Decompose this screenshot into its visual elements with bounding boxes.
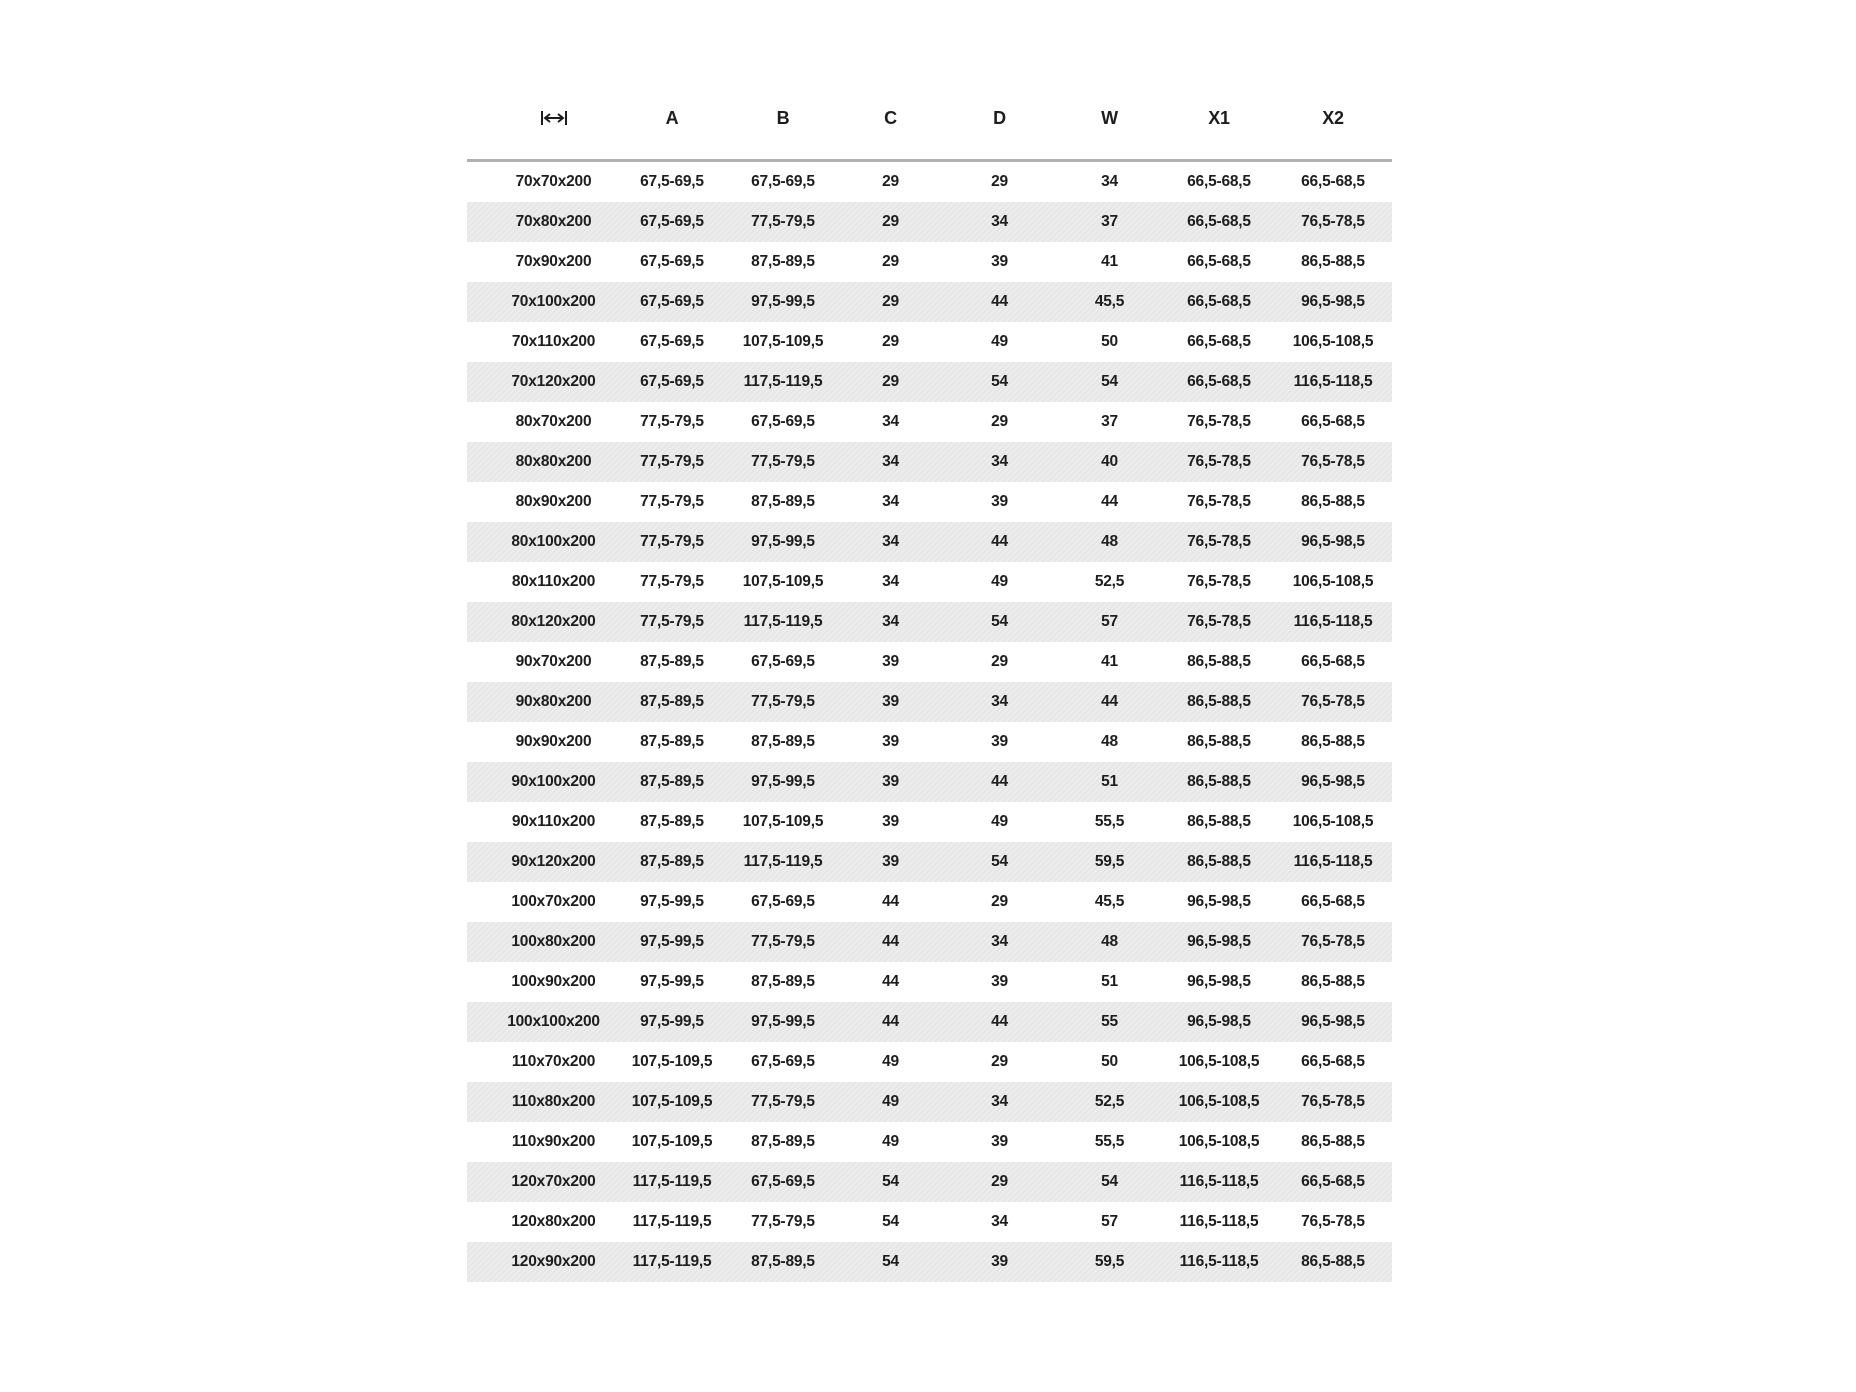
row-size-cell: 70x90x200 [515, 253, 592, 270]
value-cell: 86,5-88,5 [1301, 973, 1365, 990]
value-cell: 44 [991, 293, 1008, 310]
value-cell: 77,5-79,5 [751, 693, 815, 710]
row-size-cell: 80x70x200 [515, 413, 592, 430]
value-cell: 29 [991, 1053, 1008, 1070]
value-cell: 107,5-109,5 [631, 1093, 713, 1110]
value-cell: 86,5-88,5 [1187, 773, 1251, 790]
value-cell: 67,5-69,5 [640, 253, 704, 270]
value-cell: 96,5-98,5 [1187, 973, 1251, 990]
value-cell: 39 [882, 693, 899, 710]
size-column-header [467, 77, 615, 159]
value-cell: 87,5-89,5 [640, 773, 704, 790]
value-cell: 39 [991, 733, 1008, 750]
value-cell: 48 [1101, 533, 1118, 550]
row-size-cell: 70x110x200 [511, 333, 596, 350]
value-cell: 76,5-78,5 [1187, 453, 1251, 470]
value-cell: 59,5 [1094, 853, 1125, 870]
row-size-cell: 70x70x200 [515, 173, 592, 190]
value-cell: 34 [991, 453, 1008, 470]
value-cell: 87,5-89,5 [751, 1133, 815, 1150]
value-cell: 34 [882, 573, 899, 590]
row-size-cell: 110x70x200 [511, 1053, 596, 1070]
value-cell: 76,5-78,5 [1301, 1213, 1365, 1230]
value-cell: 55,5 [1094, 1133, 1125, 1150]
value-cell: 96,5-98,5 [1187, 893, 1251, 910]
value-cell: 106,5-108,5 [1292, 333, 1374, 350]
value-cell: 87,5-89,5 [751, 733, 815, 750]
value-cell: 77,5-79,5 [751, 1093, 815, 1110]
value-cell: 44 [991, 1013, 1008, 1030]
value-cell: 39 [882, 653, 899, 670]
value-cell: 97,5-99,5 [751, 533, 815, 550]
value-cell: 86,5-88,5 [1187, 693, 1251, 710]
row-size-cell: 100x100x200 [507, 1013, 600, 1030]
value-cell: 106,5-108,5 [1292, 813, 1374, 830]
table-row [467, 242, 1392, 282]
table-row [467, 962, 1392, 1002]
value-cell: 76,5-78,5 [1301, 453, 1365, 470]
value-cell: 34 [882, 493, 899, 510]
value-cell: 44 [991, 773, 1008, 790]
value-cell: 76,5-78,5 [1301, 213, 1365, 230]
table-row [467, 602, 1392, 642]
value-cell: 49 [882, 1093, 899, 1110]
value-cell: 66,5-68,5 [1187, 213, 1251, 230]
value-cell: 117,5-119,5 [743, 373, 823, 390]
value-cell: 117,5-119,5 [632, 1253, 712, 1270]
value-cell: 117,5-119,5 [743, 613, 823, 630]
value-cell: 86,5-88,5 [1187, 813, 1251, 830]
value-cell: 96,5-98,5 [1301, 293, 1365, 310]
table-row [467, 282, 1392, 322]
value-cell: 97,5-99,5 [751, 1013, 815, 1030]
value-cell: 44 [882, 973, 899, 990]
value-cell: 76,5-78,5 [1187, 613, 1251, 630]
value-cell: 59,5 [1094, 1253, 1125, 1270]
value-cell: 52,5 [1094, 1093, 1125, 1110]
value-cell: 77,5-79,5 [640, 413, 704, 430]
value-cell: 52,5 [1094, 573, 1125, 590]
table-row [467, 362, 1392, 402]
value-cell: 39 [991, 973, 1008, 990]
value-cell: 97,5-99,5 [751, 293, 815, 310]
value-cell: 66,5-68,5 [1301, 1173, 1365, 1190]
value-cell: 54 [1101, 373, 1118, 390]
value-cell: 77,5-79,5 [751, 1213, 815, 1230]
table-row [467, 442, 1392, 482]
value-cell: 107,5-109,5 [742, 333, 824, 350]
value-cell: 34 [991, 1093, 1008, 1110]
table-row [467, 402, 1392, 442]
value-cell: 87,5-89,5 [751, 253, 815, 270]
value-cell: 54 [991, 373, 1008, 390]
value-cell: 107,5-109,5 [631, 1053, 713, 1070]
value-cell: 107,5-109,5 [742, 813, 824, 830]
value-cell: 77,5-79,5 [751, 213, 815, 230]
value-cell: 107,5-109,5 [742, 573, 824, 590]
table-row [467, 322, 1392, 362]
value-cell: 106,5-108,5 [1178, 1133, 1260, 1150]
value-cell: 106,5-108,5 [1178, 1093, 1260, 1110]
value-cell: 67,5-69,5 [751, 1053, 815, 1070]
table-row [467, 162, 1392, 202]
value-cell: 44 [1101, 493, 1118, 510]
row-size-cell: 100x90x200 [511, 973, 596, 990]
value-cell: 45,5 [1094, 893, 1125, 910]
value-cell: 54 [991, 613, 1008, 630]
value-cell: 41 [1101, 653, 1118, 670]
table-row [467, 1082, 1392, 1122]
value-cell: 67,5-69,5 [751, 893, 815, 910]
value-cell: 67,5-69,5 [640, 213, 704, 230]
value-cell: 87,5-89,5 [640, 813, 704, 830]
value-cell: 87,5-89,5 [640, 693, 704, 710]
value-cell: 66,5-68,5 [1187, 373, 1251, 390]
value-cell: 34 [1101, 173, 1118, 190]
table-header-row [467, 77, 1392, 159]
value-cell: 39 [882, 853, 899, 870]
value-cell: 57 [1101, 1213, 1118, 1230]
value-cell: 44 [882, 933, 899, 950]
value-cell: 49 [991, 813, 1008, 830]
value-cell: 77,5-79,5 [640, 613, 704, 630]
column-header-c: C [884, 107, 897, 128]
table-row [467, 882, 1392, 922]
value-cell: 29 [882, 213, 899, 230]
row-size-cell: 100x70x200 [511, 893, 596, 910]
value-cell: 77,5-79,5 [751, 933, 815, 950]
row-size-cell: 70x80x200 [515, 213, 592, 230]
value-cell: 55 [1101, 1013, 1118, 1030]
value-cell: 29 [882, 373, 899, 390]
value-cell: 29 [882, 293, 899, 310]
value-cell: 49 [991, 333, 1008, 350]
value-cell: 87,5-89,5 [751, 973, 815, 990]
table-row [467, 1122, 1392, 1162]
value-cell: 86,5-88,5 [1187, 653, 1251, 670]
row-size-cell: 90x100x200 [511, 773, 596, 790]
row-size-cell: 120x80x200 [511, 1213, 596, 1230]
value-cell: 50 [1101, 333, 1118, 350]
value-cell: 77,5-79,5 [640, 453, 704, 470]
value-cell: 87,5-89,5 [640, 653, 704, 670]
value-cell: 66,5-68,5 [1187, 333, 1251, 350]
value-cell: 76,5-78,5 [1187, 533, 1251, 550]
value-cell: 29 [991, 653, 1008, 670]
value-cell: 34 [882, 453, 899, 470]
value-cell: 76,5-78,5 [1187, 573, 1251, 590]
row-size-cell: 100x80x200 [511, 933, 596, 950]
row-size-cell: 110x90x200 [511, 1133, 596, 1150]
row-size-cell: 110x80x200 [511, 1093, 596, 1110]
value-cell: 48 [1101, 933, 1118, 950]
value-cell: 96,5-98,5 [1187, 1013, 1251, 1030]
value-cell: 39 [991, 1253, 1008, 1270]
value-cell: 51 [1101, 973, 1118, 990]
value-cell: 86,5-88,5 [1301, 1133, 1365, 1150]
value-cell: 116,5-118,5 [1293, 373, 1373, 390]
row-size-cell: 90x120x200 [511, 853, 596, 870]
table-body [467, 162, 1392, 1282]
value-cell: 39 [991, 253, 1008, 270]
table-row [467, 1002, 1392, 1042]
value-cell: 34 [882, 413, 899, 430]
value-cell: 49 [991, 573, 1008, 590]
value-cell: 34 [882, 613, 899, 630]
value-cell: 49 [882, 1133, 899, 1150]
value-cell: 34 [991, 213, 1008, 230]
value-cell: 96,5-98,5 [1301, 533, 1365, 550]
value-cell: 76,5-78,5 [1301, 693, 1365, 710]
value-cell: 37 [1101, 213, 1118, 230]
row-size-cell: 90x70x200 [515, 653, 592, 670]
table-row [467, 842, 1392, 882]
value-cell: 44 [1101, 693, 1118, 710]
value-cell: 34 [991, 933, 1008, 950]
value-cell: 50 [1101, 1053, 1118, 1070]
value-cell: 77,5-79,5 [640, 573, 704, 590]
row-size-cell: 80x110x200 [511, 573, 596, 590]
table-row [467, 562, 1392, 602]
row-size-cell: 80x120x200 [511, 613, 596, 630]
value-cell: 34 [991, 693, 1008, 710]
value-cell: 49 [882, 1053, 899, 1070]
value-cell: 86,5-88,5 [1301, 253, 1365, 270]
value-cell: 116,5-118,5 [1179, 1173, 1259, 1190]
table-row [467, 682, 1392, 722]
value-cell: 29 [882, 173, 899, 190]
table-row [467, 762, 1392, 802]
value-cell: 55,5 [1094, 813, 1125, 830]
value-cell: 86,5-88,5 [1301, 1253, 1365, 1270]
row-size-cell: 120x70x200 [511, 1173, 596, 1190]
value-cell: 67,5-69,5 [640, 333, 704, 350]
value-cell: 39 [882, 773, 899, 790]
table-row [467, 1242, 1392, 1282]
value-cell: 54 [1101, 1173, 1118, 1190]
value-cell: 44 [882, 1013, 899, 1030]
value-cell: 67,5-69,5 [640, 173, 704, 190]
value-cell: 106,5-108,5 [1178, 1053, 1260, 1070]
value-cell: 97,5-99,5 [640, 973, 704, 990]
value-cell: 41 [1101, 253, 1118, 270]
value-cell: 48 [1101, 733, 1118, 750]
table-row [467, 202, 1392, 242]
value-cell: 34 [991, 1213, 1008, 1230]
value-cell: 117,5-119,5 [632, 1213, 712, 1230]
value-cell: 67,5-69,5 [751, 653, 815, 670]
value-cell: 76,5-78,5 [1301, 1093, 1365, 1110]
value-cell: 116,5-118,5 [1179, 1213, 1259, 1230]
value-cell: 67,5-69,5 [751, 1173, 815, 1190]
value-cell: 54 [882, 1253, 899, 1270]
table-row [467, 522, 1392, 562]
value-cell: 87,5-89,5 [640, 853, 704, 870]
value-cell: 29 [882, 253, 899, 270]
value-cell: 67,5-69,5 [640, 373, 704, 390]
value-cell: 117,5-119,5 [632, 1173, 712, 1190]
value-cell: 96,5-98,5 [1301, 773, 1365, 790]
value-cell: 97,5-99,5 [640, 933, 704, 950]
value-cell: 77,5-79,5 [640, 533, 704, 550]
column-header-w: W [1101, 107, 1118, 128]
table-row [467, 1202, 1392, 1242]
row-size-cell: 80x90x200 [515, 493, 592, 510]
value-cell: 86,5-88,5 [1301, 733, 1365, 750]
value-cell: 45,5 [1094, 293, 1125, 310]
value-cell: 67,5-69,5 [751, 413, 815, 430]
value-cell: 51 [1101, 773, 1118, 790]
value-cell: 116,5-118,5 [1179, 1253, 1259, 1270]
value-cell: 29 [991, 893, 1008, 910]
row-size-cell: 80x80x200 [515, 453, 592, 470]
value-cell: 40 [1101, 453, 1118, 470]
row-size-cell: 70x100x200 [511, 293, 596, 310]
value-cell: 97,5-99,5 [640, 1013, 704, 1030]
row-size-cell: 90x90x200 [515, 733, 592, 750]
value-cell: 116,5-118,5 [1293, 853, 1373, 870]
dimension-spec-table [467, 77, 1392, 1282]
value-cell: 67,5-69,5 [640, 293, 704, 310]
row-size-cell: 90x80x200 [515, 693, 592, 710]
value-cell: 54 [882, 1173, 899, 1190]
table-row [467, 722, 1392, 762]
value-cell: 77,5-79,5 [751, 453, 815, 470]
table-row [467, 642, 1392, 682]
table-row [467, 482, 1392, 522]
value-cell: 86,5-88,5 [1301, 493, 1365, 510]
value-cell: 87,5-89,5 [751, 493, 815, 510]
value-cell: 86,5-88,5 [1187, 733, 1251, 750]
width-dimension-icon [539, 109, 569, 127]
column-header-d: D [993, 107, 1006, 128]
value-cell: 67,5-69,5 [751, 173, 815, 190]
value-cell: 87,5-89,5 [640, 733, 704, 750]
value-cell: 37 [1101, 413, 1118, 430]
row-size-cell: 70x120x200 [511, 373, 596, 390]
value-cell: 117,5-119,5 [743, 853, 823, 870]
value-cell: 66,5-68,5 [1187, 293, 1251, 310]
value-cell: 34 [882, 533, 899, 550]
table-row [467, 922, 1392, 962]
value-cell: 29 [882, 333, 899, 350]
table-row [467, 1162, 1392, 1202]
value-cell: 106,5-108,5 [1292, 573, 1374, 590]
value-cell: 29 [991, 173, 1008, 190]
value-cell: 66,5-68,5 [1301, 653, 1365, 670]
value-cell: 86,5-88,5 [1187, 853, 1251, 870]
value-cell: 29 [991, 1173, 1008, 1190]
table-row [467, 802, 1392, 842]
table-row [467, 1042, 1392, 1082]
value-cell: 66,5-68,5 [1187, 173, 1251, 190]
value-cell: 44 [991, 533, 1008, 550]
value-cell: 66,5-68,5 [1301, 173, 1365, 190]
value-cell: 39 [991, 493, 1008, 510]
value-cell: 39 [882, 733, 899, 750]
value-cell: 54 [991, 853, 1008, 870]
value-cell: 97,5-99,5 [751, 773, 815, 790]
column-header-x2: X2 [1322, 107, 1344, 128]
value-cell: 96,5-98,5 [1187, 933, 1251, 950]
value-cell: 87,5-89,5 [751, 1253, 815, 1270]
column-header-b: B [776, 107, 790, 128]
row-size-cell: 80x100x200 [511, 533, 596, 550]
value-cell: 96,5-98,5 [1301, 1013, 1365, 1030]
value-cell: 66,5-68,5 [1301, 893, 1365, 910]
value-cell: 107,5-109,5 [631, 1133, 713, 1150]
value-cell: 76,5-78,5 [1187, 413, 1251, 430]
value-cell: 116,5-118,5 [1293, 613, 1373, 630]
value-cell: 66,5-68,5 [1301, 413, 1365, 430]
value-cell: 66,5-68,5 [1187, 253, 1251, 270]
value-cell: 39 [882, 813, 899, 830]
column-header-a: A [665, 107, 679, 128]
row-size-cell: 120x90x200 [511, 1253, 596, 1270]
row-size-cell: 90x110x200 [511, 813, 596, 830]
value-cell: 66,5-68,5 [1301, 1053, 1365, 1070]
value-cell: 76,5-78,5 [1187, 493, 1251, 510]
value-cell: 97,5-99,5 [640, 893, 704, 910]
value-cell: 54 [882, 1213, 899, 1230]
value-cell: 77,5-79,5 [640, 493, 704, 510]
column-header-x1: X1 [1208, 107, 1230, 128]
value-cell: 57 [1101, 613, 1118, 630]
value-cell: 29 [991, 413, 1008, 430]
value-cell: 39 [991, 1133, 1008, 1150]
value-cell: 44 [882, 893, 899, 910]
value-cell: 76,5-78,5 [1301, 933, 1365, 950]
